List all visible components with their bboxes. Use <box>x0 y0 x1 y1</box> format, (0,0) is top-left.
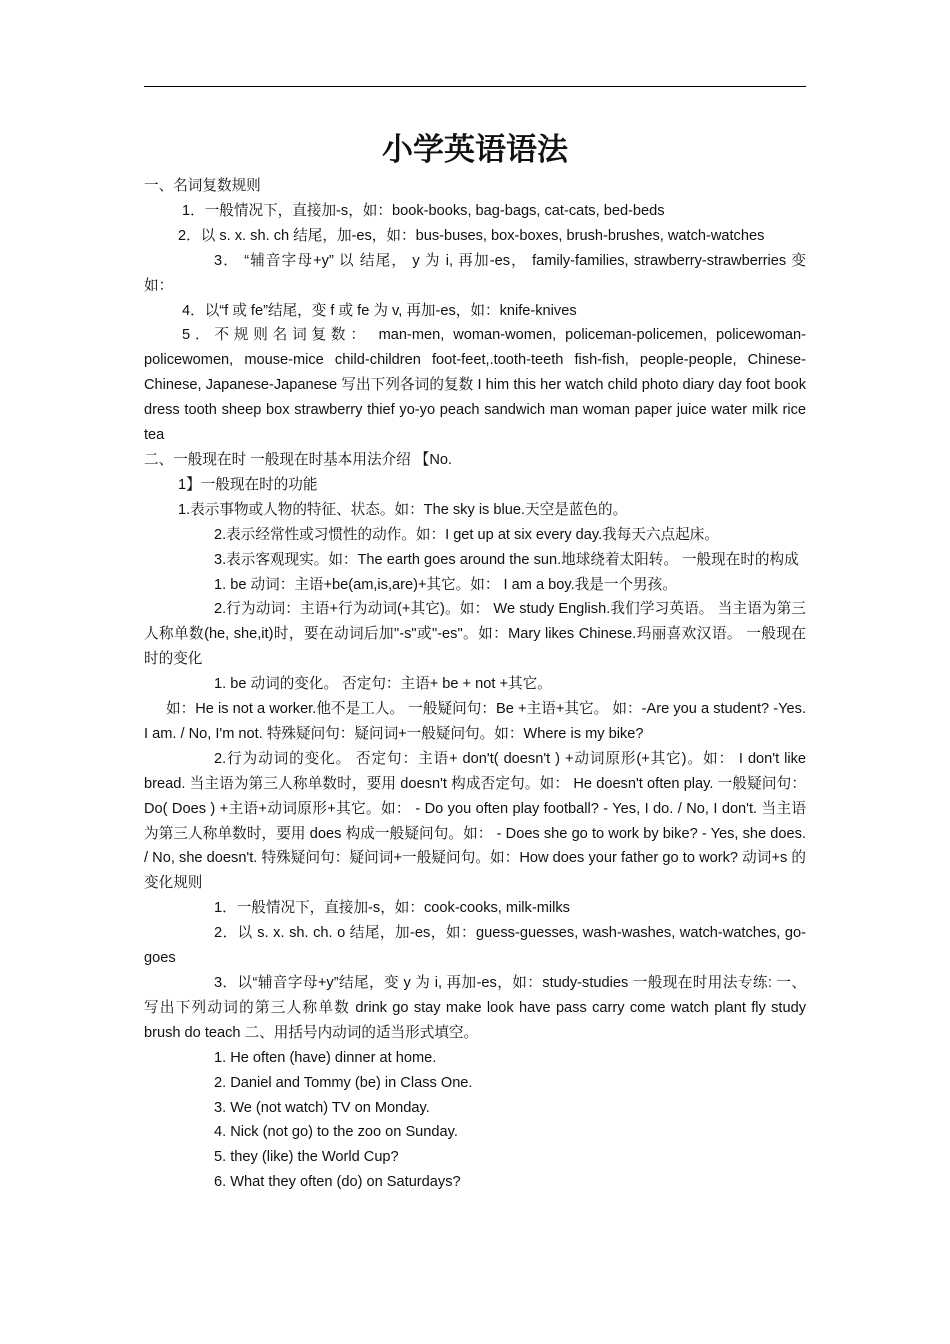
header-rule <box>144 86 806 87</box>
variation-item: 2.行为动词的变化。 否定句：主语+ don't( doesn't ) +动词原形(+其它)。如： I don't like bread. 当主语为第三人称单数时，要用 doesn't 构成否定句。如： He doesn't often play. 一般疑问句：Do( Does ) +主语+动词原形+其它。如： - Do you often play football? - Yes, I do. / No, I don't. 当主语为第三人称单数时，要用 does 构成一般疑问句。如： - Does she go to work by bike? - Yes, she does. / No, she doesn't. 特殊疑问句：疑问词+一般疑问句。如：How does your father go to work? 动词+s 的变化规则 <box>144 750 806 892</box>
variation-item: 1. be 动词的变化。 否定句：主语+ be + not +其它。 <box>214 676 552 693</box>
usage-item: 1.表示事物或人物的特征、状态。如：The sky is blue.天空是蓝色的。 <box>178 501 628 518</box>
section-heading-simple-present: 二、一般现在时 一般现在时基本用法介绍 【No. <box>144 451 453 468</box>
verb-s-rule: 2．以 s. x. sh. ch. o 结尾，加-es，如：guess-guesses, wash-washes, watch-watches, go-goes <box>144 925 806 967</box>
rule-item: 4．以“f 或 fe”结尾，变 f 或 fe 为 v, 再加-es，如：knife-knives <box>182 302 577 319</box>
variation-item: 如：He is not a worker.他不是工人。 一般疑问句：Be +主语+其它。 如：-Are you a student? -Yes. I am. / No, I'm not. 特殊疑问句：疑问词+一般疑问句。如：Where is my bike? <box>144 701 806 742</box>
verb-s-rule: 1．一般情况下，直接加-s，如：cook-cooks, milk-milks <box>214 900 570 917</box>
exercise-item: 1. He often (have) dinner at home. <box>214 1049 437 1066</box>
usage-item: 2.表示经常性或习惯性的动作。如：I get up at six every day.我每天六点起床。 <box>214 526 719 543</box>
section-heading-plural-rules: 一、名词复数规则 <box>144 178 261 194</box>
exercise-item: 2. Daniel and Tommy (be) in Class One. <box>214 1074 473 1091</box>
verb-s-rule: 3．以“辅音字母+y”结尾，变 y 为 i, 再加-es，如：study-studies 一般现在时用法专练: 一、 写出下列动词的第三人称单数 drink go stay make look have pass carry come watch plant fly study brush do teach 二、用括号内动词的适当形式填空。 <box>144 975 806 1041</box>
exercise-item: 6. What they often (do) on Saturdays? <box>214 1174 461 1191</box>
structure-item: 2.行为动词：主语+行为动词(+其它)。如： We study English.我们学习英语。 当主语为第三人称单数(he, she,it)时，要在动词后加"-s"或"-es"。如：Mary likes Chinese.玛丽喜欢汉语。 一般现在时的变化 <box>144 601 806 668</box>
exercise-item: 4. Nick (not go) to the zoo on Sunday. <box>214 1124 458 1141</box>
rule-item: 2．以 s. x. sh. ch 结尾，加-es，如：bus-buses, box-boxes, brush-brushes, watch-watches <box>178 227 765 244</box>
exercise-item: 3. We (not watch) TV on Monday. <box>214 1099 430 1116</box>
exercise-item: 5. they (like) the World Cup? <box>214 1149 399 1166</box>
usage-item: 3.表示客观现实。如：The earth goes around the sun.地球绕着太阳转。 一般现在时的构成 <box>214 551 799 568</box>
rule-item: 5．不规则名词复数： man-men, woman-women, policeman-policemen, policewoman-policewomen, mouse-mice child-children foot-feet,.tooth-teeth fish-fish, people-people, Chinese-Chinese, Japanese-Japanese 写出下列各词的复数 I him this her watch child photo diary day foot book dress tooth sheep box strawberry thief yo-yo peach sandwich man woman paper juice water milk rice tea <box>144 327 806 444</box>
subsection-heading: 1】一般现在时的功能 <box>178 476 318 493</box>
rule-item: 1．一般情况下，直接加-s，如：book-books, bag-bags, cat-cats, bed-beds <box>182 202 665 219</box>
structure-item: 1. be 动词：主语+be(am,is,are)+其它。如： I am a boy.我是一个男孩。 <box>214 576 677 593</box>
page-title: 小学英语语法 <box>382 132 568 168</box>
rule-item: 3． “辅音字母+y” 以 结尾， y 为 i, 再加-es， family-families, strawberry-strawberries 变 如： <box>144 252 806 294</box>
document-body <box>144 174 806 1195</box>
